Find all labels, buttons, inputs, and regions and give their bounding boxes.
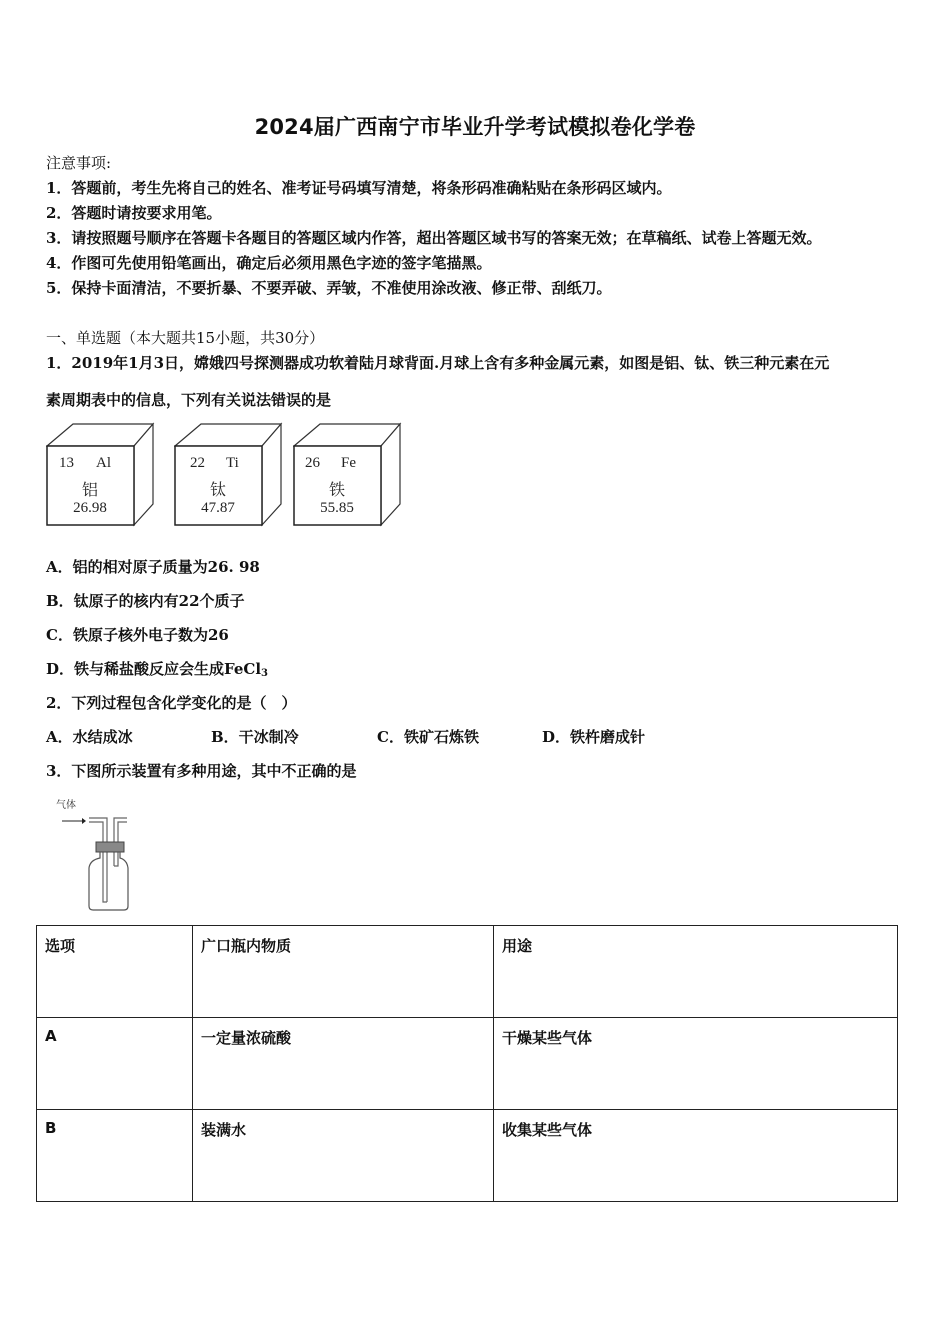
element-symbol: Ti xyxy=(226,455,239,471)
table-row xyxy=(37,1110,898,1202)
options-table xyxy=(36,925,898,1202)
element-card-ti xyxy=(174,422,284,526)
question-3-stem: 3．下图所示装置有多种用途，其中不正确的是 xyxy=(46,762,357,780)
notes-heading: 注意事项: xyxy=(46,154,112,172)
note-item: 3．请按照题号顺序在答题卡各题目的答题区域内作答，超出答题区域书写的答案无效；在草稿纸、试卷上答题无效。 xyxy=(46,229,822,247)
gas-washing-bottle-icon xyxy=(52,796,142,914)
question-2-stem: 2．下列过程包含化学变化的是（ ） xyxy=(46,694,297,712)
question-1-stem-line2: 素周期表中的信息，下列有关说法错误的是 xyxy=(46,391,332,409)
atomic-mass: 47.87 xyxy=(201,500,235,516)
option-d-subscript: 3 xyxy=(261,668,268,679)
table-cell: 装满水 xyxy=(193,1110,494,1202)
table-header-cell: 用途 xyxy=(494,926,898,1018)
question-1-option-a: A．铝的相对原子质量为26. 98 xyxy=(46,558,260,576)
table-cell: 收集某些气体 xyxy=(494,1110,898,1202)
atomic-number: 26 xyxy=(305,455,320,471)
atomic-number: 13 xyxy=(59,455,74,471)
table-cell: 一定量浓硫酸 xyxy=(193,1018,494,1110)
option-d-text: D．铁与稀盐酸反应会生成FeCl xyxy=(46,660,262,678)
question-2-option-c: C．铁矿石炼铁 xyxy=(377,728,479,746)
element-name: 铁 xyxy=(328,480,345,499)
note-item: 2．答题时请按要求用笔。 xyxy=(46,204,222,222)
question-1-option-c: C．铁原子核外电子数为26 xyxy=(46,626,229,644)
atomic-mass: 26.98 xyxy=(73,500,107,516)
question-2-option-d: D．铁杵磨成针 xyxy=(542,728,646,746)
gas-label: 气体 xyxy=(56,800,76,811)
atomic-number: 22 xyxy=(190,455,205,471)
table-row xyxy=(37,1018,898,1110)
question-1-option-d xyxy=(46,658,268,679)
element-card-al xyxy=(46,422,156,526)
gas-bottle-figure xyxy=(52,796,142,914)
page-title: 2024届广西南宁市毕业升学考试模拟卷化学卷 xyxy=(254,115,696,139)
element-name: 钛 xyxy=(209,480,226,499)
table-cell: 干燥某些气体 xyxy=(494,1018,898,1110)
element-symbol: Fe xyxy=(341,455,356,471)
question-2-option-b: B．干冰制冷 xyxy=(211,728,299,746)
question-2-option-a: A．水结成冰 xyxy=(46,728,133,746)
table-header-cell: 广口瓶内物质 xyxy=(193,926,494,1018)
note-item: 4．作图可先使用铅笔画出，确定后必须用黑色字迹的签字笔描黑。 xyxy=(46,254,492,272)
section-heading: 一、单选题（本大题共15小题，共30分） xyxy=(46,329,325,347)
element-card-fe xyxy=(293,422,403,526)
table-cell: A xyxy=(37,1018,193,1110)
atomic-mass: 55.85 xyxy=(320,500,354,516)
note-item: 5．保持卡面清洁，不要折暴、不要弄破、弄皱，不准使用涂改液、修正带、刮纸刀。 xyxy=(46,279,612,297)
question-1-stem-line1: 1．2019年1月3日，嫦娥四号探测器成功软着陆月球背面.月球上含有多种金属元素，如图是铝、钛、铁三种元素在元 xyxy=(46,354,830,372)
element-symbol: Al xyxy=(96,455,111,471)
note-item: 1．答题前，考生先将自己的姓名、准考证号码填写清楚，将条形码准确粘贴在条形码区域内。 xyxy=(46,179,672,197)
table-header-row xyxy=(37,926,898,1018)
table-cell: B xyxy=(37,1110,193,1202)
element-name: 铝 xyxy=(81,480,98,499)
table-header-cell: 选项 xyxy=(37,926,193,1018)
question-1-option-b: B．钛原子的核内有22个质子 xyxy=(46,592,245,610)
